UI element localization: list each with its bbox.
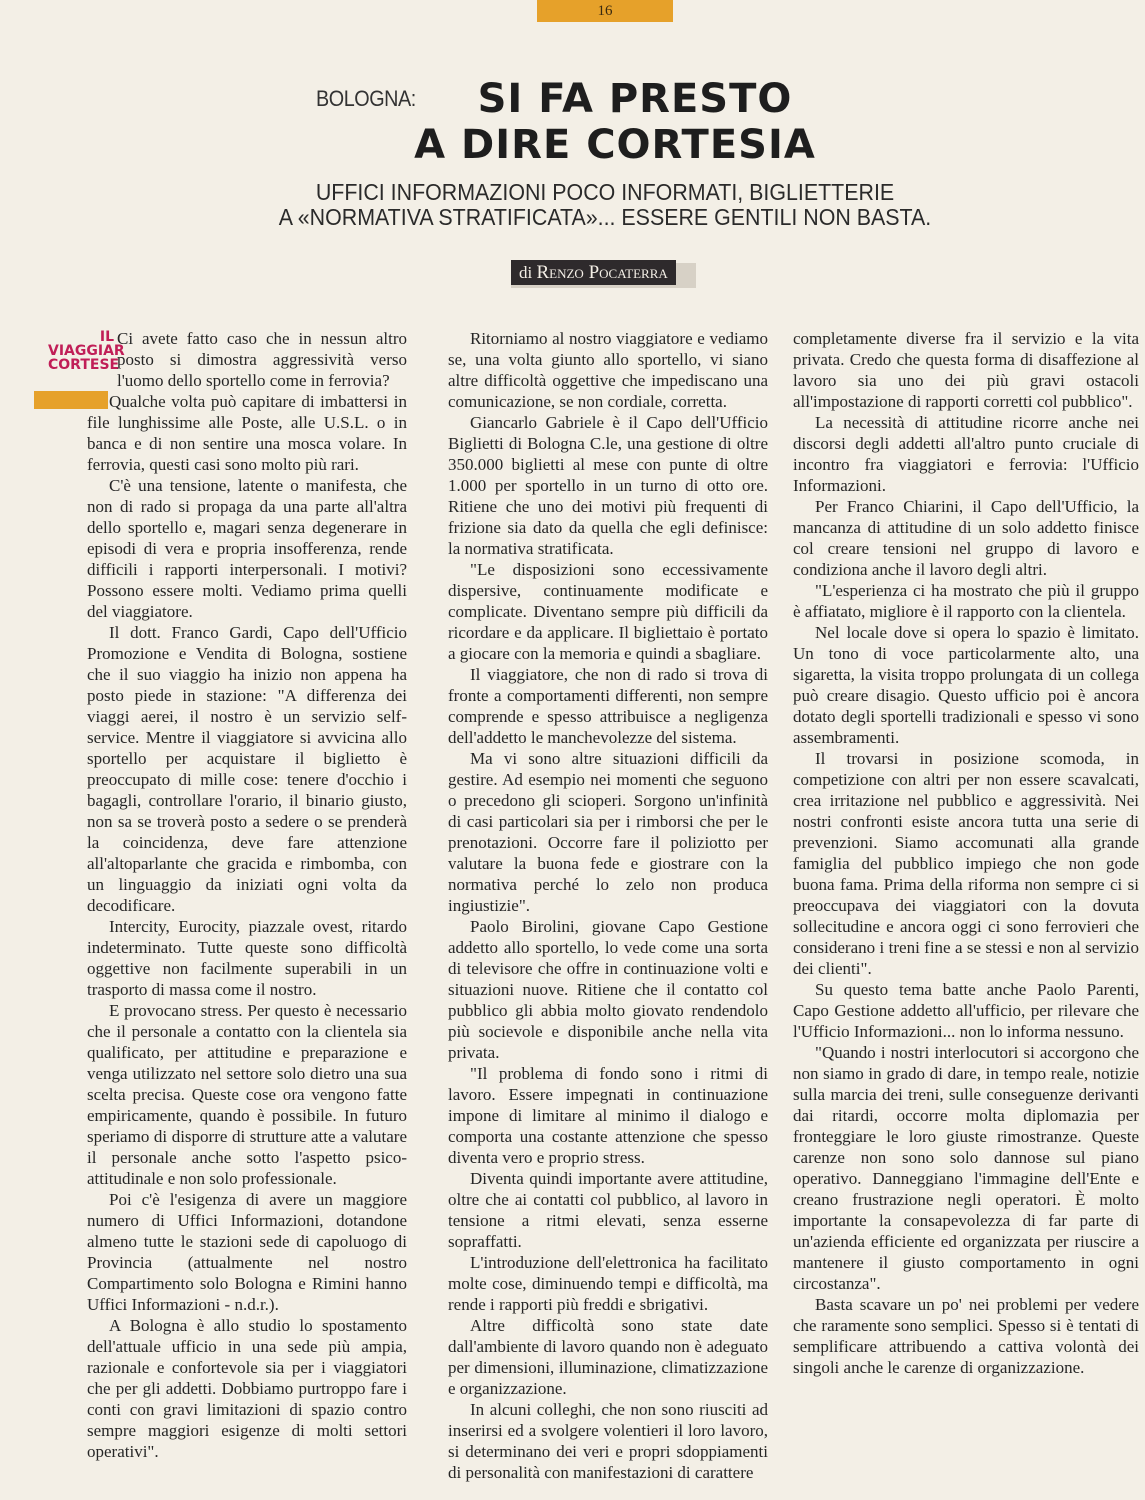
headline-line-1: SI FA PRESTO — [477, 76, 793, 122]
paragraph: Ritorniamo al nostro viaggiatore e vediamo se, una volta giunto allo sportello, vi siano altre difficoltà oggettive che impediscano una comunicazione, se non cordiale, corretta. — [448, 329, 768, 411]
headline-line-2: A DIRE CORTESIA — [414, 122, 816, 168]
paragraph: Nel locale dove si opera lo spazio è limitato. Un tono di voce particolarmente alto, una sigaretta, la visita troppo prolungata di un collega può creare disagio. Questo ufficio poi è ancora dotato degli sportelli tradizionali e spesso vi sono assembramenti. — [793, 623, 1139, 747]
subheadline-line-2: A «NORMATIVA STRATIFICATA»... ESSERE GENTILI NON BASTA. — [278, 204, 932, 230]
article-column-2 — [448, 328, 768, 1483]
byline — [511, 260, 676, 285]
paragraph: Qualche volta può capitare di imbattersi in file lunghissime alle Poste, alle U.S.L. o in banca e di non sentire una mosca volare. In ferrovia, questi casi sono molto più rari. — [87, 392, 407, 474]
paragraph: Basta scavare un po' nei problemi per vedere che raramente sono semplici. Spesso si è tentati di semplificare attribuendo a cattiva volontà dei singoli anche le carenze di organizzazione. — [793, 1295, 1139, 1377]
section-label: IL VIAGGIAR CORTESE — [48, 329, 125, 373]
paragraph: Su questo tema batte anche Paolo Parenti, Capo Gestione addetto all'ufficio, per rilevare che l'Ufficio Informazioni... non lo informa nessuno. — [793, 980, 1139, 1041]
page-number: 16 — [597, 3, 613, 19]
paragraph: Altre difficoltà sono state date dall'ambiente di lavoro quando non è adeguato per dimensioni, illuminazione, climatizzazione e organizzazione. — [448, 1316, 768, 1398]
paragraph: "Quando i nostri interlocutori si accorgono che non siamo in grado di dare, in tempo reale, notizie sulla marcia dei treni, sulle conseguenze derivanti dai ritardi, occorre molta diplomazia per fronteggiare le loro giuste rimostranze. Queste carenze non sono solo dannose sul piano operativo. Danneggiano l'immagine dell'Ente e creano frustrazione negli operatori. È molto importante la consapevolezza di far parte di un'azienda efficiente ed organizzata per riuscire a mantenere il giusto comportamento in ogni circostanza". — [793, 1043, 1139, 1293]
paragraph: Ma vi sono altre situazioni difficili da gestire. Ad esempio nei momenti che seguono o precedono gli scioperi. Sorgono un'infinità di casi particolari sia per i rimborsi che per le prenotazioni. Occorre fare il poliziotto per valutare la buona fede e giostrare con la normativa perché lo zelo non produca ingiustizie". — [448, 749, 768, 915]
paragraph: Poi c'è l'esigenza di avere un maggiore numero di Uffici Informazioni, dotandone almeno tutte le stazioni sede di capoluogo di Provincia (attualmente nel nostro Compartimento solo Bologna e Rimini hanno Uffici Informazioni - n.d.r.). — [87, 1190, 407, 1314]
paragraph: C'è una tensione, latente o manifesta, che non di rado si propaga da una parte all'altra dello sportello e, magari senza degenerare in episodi di vera e propria insofferenza, rende difficili i rapporti interpersonali. I motivi? Possono essere molti. Vediamo prima quelli del viaggiatore. — [87, 476, 407, 621]
paragraph: Paolo Birolini, giovane Capo Gestione addetto allo sportello, lo vede come una sorta di televisore che offre in continuazione volti e situazioni nuove. Ritiene che il contatto col pubblico gli abbia molto giovato rendendolo più socievole e disponibile anche nella vita privata. — [448, 917, 768, 1062]
paragraph: Per Franco Chiarini, il Capo dell'Ufficio, la mancanza di attitudine di un solo addetto finisce col creare tensioni nel gruppo di lavoro e condiziona anche il lavoro degli altri. — [793, 497, 1139, 579]
paragraph: "Le disposizioni sono eccessivamente dispersive, continuamente modificate e complicate. Diventano sempre più difficili da ricordare e da applicare. Il bigliettaio è portato a giocare con la memoria e quindi a sbagliare. — [448, 560, 768, 663]
paragraph: Giancarlo Gabriele è il Capo dell'Ufficio Biglietti di Bologna C.le, una gestione di oltre 350.000 biglietti al mese con punte di oltre 1.000 per sportello in un turno di otto ore. Ritiene che uno dei motivi più frequenti di frizione sia dato da quella che egli definisce: la normativa stratificata. — [448, 413, 768, 558]
paragraph: Diventa quindi importante avere attitudine, oltre che ai contatti col pubblico, al lavoro in tensione a ritmi elevati, senza esserne sopraffatti. — [448, 1169, 768, 1251]
byline-prefix: di — [519, 263, 533, 282]
paragraph: "Il problema di fondo sono i ritmi di lavoro. Essere impegnati in continuazione impone di limitare al minimo il dialogo e comporta una costante attenzione che spesso diventa vero e proprio stress. — [448, 1064, 768, 1167]
paragraph: Il dott. Franco Gardi, Capo dell'Ufficio Promozione e Vendita di Bologna, sostiene che il suo viaggio ha inizio non appena ha posto piede in stazione: "A differenza dei viaggi aerei, il nostro è un servizio self-service. Mentre il viaggiatore si avvicina allo sportello per acquistare il biglietto è preoccupato di mille cose: tenere d'occhio i bagagli, controllare l'orario, il binario giusto, non sa se troverà posto a sedere o se prenderà la coincidenza, deve fare attenzione all'altoparlante che gracida e rimbomba, con un linguaggio da iniziati ogni volta da decodificare. — [87, 623, 407, 915]
subheadline-line-1: UFFICI INFORMAZIONI POCO INFORMATI, BIGLIETTERIE — [315, 179, 895, 205]
subheadline — [247, 180, 963, 230]
article-column-3 — [793, 328, 1139, 1378]
headline — [380, 76, 850, 168]
page-number-tab — [537, 0, 673, 22]
headline-kicker: BOLOGNA: — [316, 86, 416, 111]
paragraph: In alcuni colleghi, che non sono riusciti ad inserirsi ed a svolgere volentieri il loro lavoro, si determinano dei veri e propri sdoppiamenti di personalità con manifestazioni di carattere — [448, 1400, 768, 1482]
byline-author: Renzo Pocaterra — [536, 262, 668, 283]
paragraph: Il viaggiatore, che non di rado si trova di fronte a comportamenti differenti, non sempre comprende e spesso attribuisce a negligenza dell'addetto le manchevolezze del sistema. — [448, 665, 768, 747]
paragraph: E provocano stress. Per questo è necessario che il personale a contatto con la clientela sia qualificato, per attitudine e preparazione e venga utilizzato nel settore solo dietro una sua scelta precisa. Queste cose ora vengono fatte empiricamente, quando è possibile. In futuro speriamo di disporre di strutture atte a valutare il personale anche sotto l'aspetto psico-attitudinale e non solo professionale. — [87, 1001, 407, 1188]
paragraph: La necessità di attitudine ricorre anche nei discorsi degli addetti all'altro punto cruciale di incontro fra viaggiatori e ferrovia: l'Ufficio Informazioni. — [793, 413, 1139, 495]
paragraph: Ci avete fatto caso che in nessun altro posto si dimostra aggressività verso l'uomo dello sportello come in ferrovia? — [117, 329, 407, 390]
paragraph: completamente diverse fra il servizio e la vita privata. Credo che questa forma di disaffezione al lavoro sia uno dei più gravi ostacoli all'impostazione di rapporti corretti col pubblico". — [793, 329, 1139, 411]
paragraph: Intercity, Eurocity, piazzale ovest, ritardo indeterminato. Tutte queste sono difficoltà oggettive non facilmente superabili in un trasporto di massa come il nostro. — [87, 917, 407, 999]
paragraph: Il trovarsi in posizione scomoda, in competizione con altri per non essere scavalcati, crea irritazione nel pubblico e aggressività. Nei nostri confronti esiste ancora tutta una serie di prevenzioni. Siamo accomunati alla grande famiglia del pubblico impiego che non gode buona fama. Prima della riforma non sempre ci si preoccupava dei viaggiatori con la dovuta sollecitudine e ancora oggi ci sono ferrovieri che considerano i treni fine a se stessi e non al servizio dei clienti". — [793, 749, 1139, 978]
paragraph: L'introduzione dell'elettronica ha facilitato molte cose, diminuendo tempi e difficoltà, ma rende i rapporti più freddi e sbrigativi. — [448, 1253, 768, 1314]
paragraph: "L'esperienza ci ha mostrato che più il gruppo è affiatato, migliore è il rapporto con la clientela. — [793, 581, 1139, 621]
article-column-1 — [87, 328, 407, 1462]
paragraph: A Bologna è allo studio lo spostamento dell'attuale ufficio in una sede più ampia, razionale e confortevole sia per i viaggiatori che per gli addetti. Dobbiamo purtroppo fare i conti con gravi limitazioni di spazio contro sempre maggiori esigenze di molti settori operativi". — [87, 1316, 407, 1461]
